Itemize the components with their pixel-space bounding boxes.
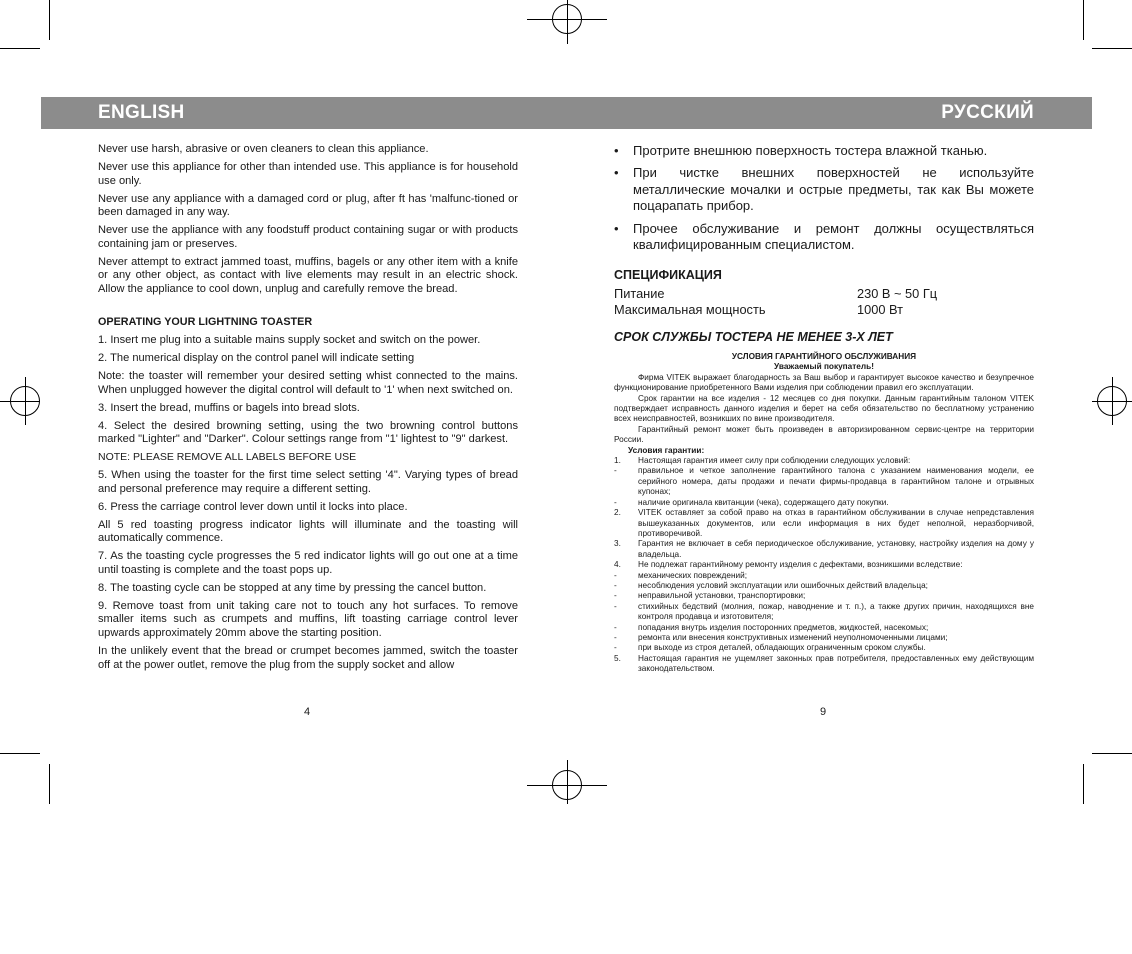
warranty-item (614, 539, 1034, 560)
operating-step: 1. Insert me plug into a suitable mains supply socket and switch on the power. (98, 334, 481, 347)
warranty-item (614, 560, 1034, 570)
warranty-item (614, 643, 1034, 653)
spec-title: СПЕЦИФИКАЦИЯ (614, 268, 722, 283)
operating-step: 5. When using the toaster for the first time select setting '4". Varying types of bread and personal preference may require a different setting. (98, 469, 518, 495)
warranty-item (614, 508, 1034, 539)
bullet-text: Протрите внешнюю поверхность тостера влажной тканью. (633, 143, 988, 158)
crop-mark (0, 48, 40, 49)
warranty-title: УСЛОВИЯ ГАРАНТИЙНОГО ОБСЛУЖИВАНИЯ (731, 352, 917, 361)
english-column (98, 143, 518, 677)
item-marker: - (614, 601, 617, 611)
item-marker: - (614, 466, 617, 476)
item-marker: 4. (614, 560, 621, 570)
item-text: попадания внутрь изделия посторонних предметов, жидкостей, насекомых; (638, 622, 929, 632)
item-marker: 3. (614, 539, 621, 549)
warranty-subtitle: Уважаемый покупатель! (774, 362, 874, 372)
bullet-icon: • (614, 143, 619, 158)
item-marker: - (614, 591, 617, 601)
registration-line (1112, 377, 1113, 425)
operating-step: 4. Select the desired browning setting, using the two browning control buttons marked "Lighter" and "Darker". Colour settings range from "1' lightest to "9" darkest. (98, 419, 518, 446)
bullet-text: Прочее обслуживание и ремонт должны осуществляться квалифицированным специалистом. (633, 220, 1034, 253)
item-text: неправильной установки, транспортировки; (638, 591, 806, 601)
warranty-paragraph: Срок гарантии на все изделия - 12 месяцев со дня покупки. Данным гарантийным талоном VITEK подтверждает исправность данного изделия и берет на себя обязательство по бесплатному устранению всех неисправностей, возникших по вине производителя. (614, 393, 1034, 424)
bullet-item (614, 165, 1034, 214)
warranty-item (614, 456, 1034, 466)
page-number-right: 9 (820, 706, 827, 718)
page-number-left: 4 (304, 706, 311, 718)
operating-section-title: OPERATING YOUR LIGHTNING TOASTER (98, 315, 313, 328)
operating-step: 6. Press the carriage control lever down until it locks into place. (98, 500, 408, 513)
warranty-item (614, 498, 1034, 508)
operating-note: NOTE: PLEASE REMOVE ALL LABELS BEFORE USE (98, 451, 357, 464)
crop-mark (49, 0, 50, 40)
spec-row (614, 286, 1034, 302)
item-text: Настоящая гарантия имеет силу при соблюдении следующих условий: (638, 456, 911, 466)
warranty-item (614, 581, 1034, 591)
bullet-item (614, 221, 1034, 254)
registration-line (0, 401, 40, 402)
warranty-item (614, 466, 1034, 497)
russian-column (614, 143, 1034, 345)
item-marker: - (614, 497, 617, 507)
warranty-item (614, 633, 1034, 643)
registration-line (567, 760, 568, 804)
item-text: наличие оригинала квитанции (чека), содержащего дату покупки. (638, 497, 889, 507)
operating-step: Note: the toaster will remember your desired setting whist connected to the mains. When unplugged however the digital control will default to '1' when next switched on. (98, 370, 518, 396)
operating-step: 7. As the toasting cycle progresses the 5 red indicator lights will go out one at a time until toasting is complete and the toast pops up. (98, 550, 518, 576)
registration-line (25, 377, 26, 425)
item-text: Гарантия не включает в себя периодическое обслуживание, установку, настройку изделия на дому у владельца. (638, 539, 1034, 559)
crop-mark (1083, 0, 1084, 40)
operating-step: All 5 red toasting progress indicator lights will illuminate and the toasting will automatically commence. (98, 518, 518, 545)
warranty-item (614, 654, 1034, 675)
spec-row (614, 302, 1034, 318)
crop-mark (49, 764, 50, 804)
operating-step: 9. Remove toast from unit taking care not to touch any hot surfaces. To remove smaller items such as crumpets and muffins, lift toasting carriage control lever upwards approximately 20mm above the starting position. (98, 599, 518, 640)
warning-paragraph: Never use harsh, abrasive or oven cleaners to clean this appliance. (98, 143, 429, 155)
warranty-item (614, 623, 1034, 633)
item-marker: 2. (614, 508, 621, 518)
item-marker: - (614, 643, 617, 653)
crop-mark (1092, 48, 1132, 49)
item-text: стихийных бедствий (молния, пожар, наводнение и т. п.), а также других причин, находящихся вне контроля продавца и изготовителя; (638, 601, 1034, 622)
operating-step: 2. The numerical display on the control panel will indicate setting (98, 352, 415, 365)
warning-paragraph: Never attempt to extract jammed toast, muffins, bagels or any other item with a knife or any other object, as contact with live elements may result in an electric shock. Allow the appliance to cool down, unplug and carefully remove the bread. (98, 255, 518, 295)
crop-mark (1083, 764, 1084, 804)
conditions-title: Условия гарантии: (628, 445, 705, 455)
warranty-block (614, 352, 1034, 675)
item-text: механических повреждений; (638, 570, 748, 580)
russian-title: РУССКИЙ (941, 102, 1034, 123)
warranty-item (614, 591, 1034, 601)
bullet-item (614, 143, 1034, 159)
spec-label: Максимальная мощность (614, 301, 766, 317)
spec-value: 230 В ~ 50 Гц (857, 285, 938, 301)
warranty-paragraph: Гарантийный ремонт может быть произведен в авторизированном сервис-центре на территории России. (614, 424, 1034, 445)
bullet-icon: • (614, 220, 619, 236)
header-band (41, 97, 1092, 129)
service-life-notice: СРОК СЛУЖБЫ ТОСТЕРА НЕ МЕНЕЕ 3-Х ЛЕТ (614, 329, 893, 344)
item-text: правильное и четкое заполнение гарантийного талона с указанием наименования модели, ее серийного номера, даты продажи и печати фирмы-продавца в гарантийном талоне и отрывных купонах; (638, 466, 1034, 497)
crop-mark (1092, 753, 1132, 754)
item-marker: 5. (614, 653, 621, 663)
operating-step: In the unlikely event that the bread or crumpet becomes jammed, switch the toaster off at the power outlet, remove the plug from the supply socket and allow (98, 645, 518, 671)
warning-paragraph: Never use the appliance with any foodstuff product containing sugar or with products containing jam or preserves. (98, 224, 518, 250)
bullet-text: При чистке внешних поверхностей не используйте металлические мочалки и острые предметы, так как Вы можете поцарапать прибор. (633, 165, 1034, 214)
warranty-paragraph: Фирма VITEK выражает благодарность за Ваш выбор и гарантирует высокое качество и безупречное функционирование приобретенного Вами изделия при соблюдении правил его эксплуатации. (614, 372, 1034, 393)
operating-step: 8. The toasting cycle can be stopped at any time by pressing the cancel button. (98, 581, 487, 594)
spec-value: 1000 Вт (857, 301, 903, 317)
warning-paragraph: Never use any appliance with a damaged cord or plug, after ft has 'malfunc-tioned or been damaged in any way. (98, 192, 518, 219)
item-text: ремонта или внесения конструктивных изменений неуполномоченными лицами; (638, 632, 948, 642)
item-marker: 1. (614, 456, 621, 466)
crop-mark (0, 753, 40, 754)
item-marker: - (614, 632, 617, 642)
item-marker: - (614, 570, 617, 580)
bullet-icon: • (614, 165, 619, 181)
item-text: VITEK оставляет за собой право на отказ в гарантийном обслуживании в случае непредставления вышеуказанных документов, или если информация в них будет неполной, неразборчивой, противоречивой. (638, 508, 1034, 538)
spec-label: Питание (614, 285, 665, 301)
operating-step: 3. Insert the bread, muffins or bagels into bread slots. (98, 401, 360, 414)
warning-paragraph: Never use this appliance for other than intended use. This appliance is for household use only. (98, 160, 518, 187)
item-marker: - (614, 622, 617, 632)
item-marker: - (614, 580, 617, 590)
item-text: несоблюдения условий эксплуатации или ошибочных действий владельца; (638, 580, 928, 590)
item-text: Не подлежат гарантийному ремонту изделия с дефектами, возникшими вследствие: (638, 560, 963, 570)
registration-line (567, 0, 568, 44)
item-text: Настоящая гарантия не ущемляет законных прав потребителя, предоставленных ему действующим законодательством. (638, 653, 1034, 674)
english-title: ENGLISH (98, 102, 185, 123)
warranty-item (614, 571, 1034, 581)
item-text: при выходе из строя деталей, обладающих ограниченным сроком службы. (638, 643, 926, 653)
warranty-item (614, 602, 1034, 623)
